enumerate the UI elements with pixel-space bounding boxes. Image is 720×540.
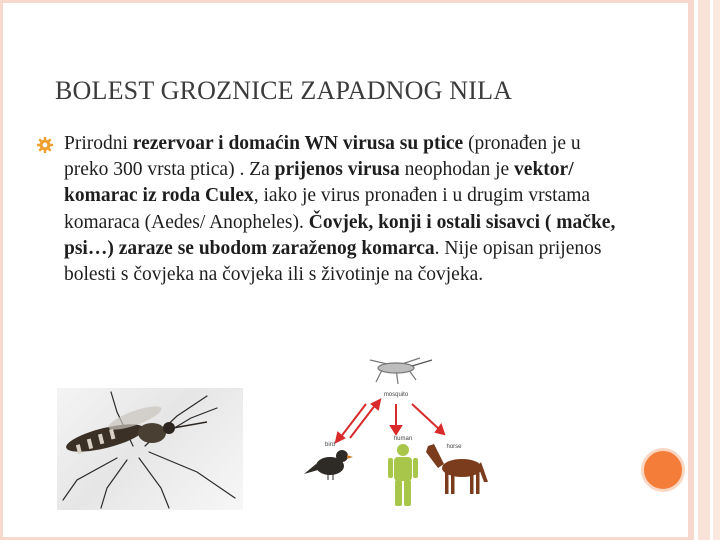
decorative-band [698,0,710,540]
bullet-paragraph [64,131,624,288]
diagram-label-bird: bird [324,442,336,448]
mosquito-image [57,388,243,510]
bold-text-segment: rezervoar i domaćin WN virusa su ptice [132,133,464,154]
text-segment: Prirodni [64,133,133,154]
text-segment: , iako je virus pronađen i u drugim vrstama komaraca (Aedes/ Anopheles). [64,185,591,233]
transmission-arrows [336,400,444,442]
gear-icon [36,136,54,154]
text-segment: (pronađen je u preko 300 vrsta ptica) . Za [64,133,581,181]
bird-icon [304,450,353,480]
decorative-band [713,0,720,540]
bold-text-segment: prijenos virusa [274,159,400,181]
decorative-circle [641,448,685,492]
bold-text-segment: Čovjek, konji i ostali sisavci ( mačke, psi…) zaraze se ubodom zaraženog komarca [64,211,616,259]
text-segment: neophodan je [399,159,515,181]
diagram-label-mosquito: mosquito [383,392,409,398]
slide-border-top [0,0,690,3]
mosquito-photo [57,388,243,510]
transmission-diagram [300,348,490,508]
diagram-label-human: human [393,436,413,442]
diagram-label-horse: horse [446,444,462,450]
horse-icon [426,444,488,494]
mosquito-icon [370,358,432,384]
human-icon [388,444,418,506]
text-segment: . Nije opisan prijenos bolesti s čovjeka na čovjeka ili s životinje na čovjeka. [64,237,602,286]
slide-title: BOLEST GROZNICE ZAPADNOG NILA [55,76,513,105]
bold-text-segment: vektor/ komarac iz roda Culex [64,159,574,207]
slide-border-left [0,0,3,540]
